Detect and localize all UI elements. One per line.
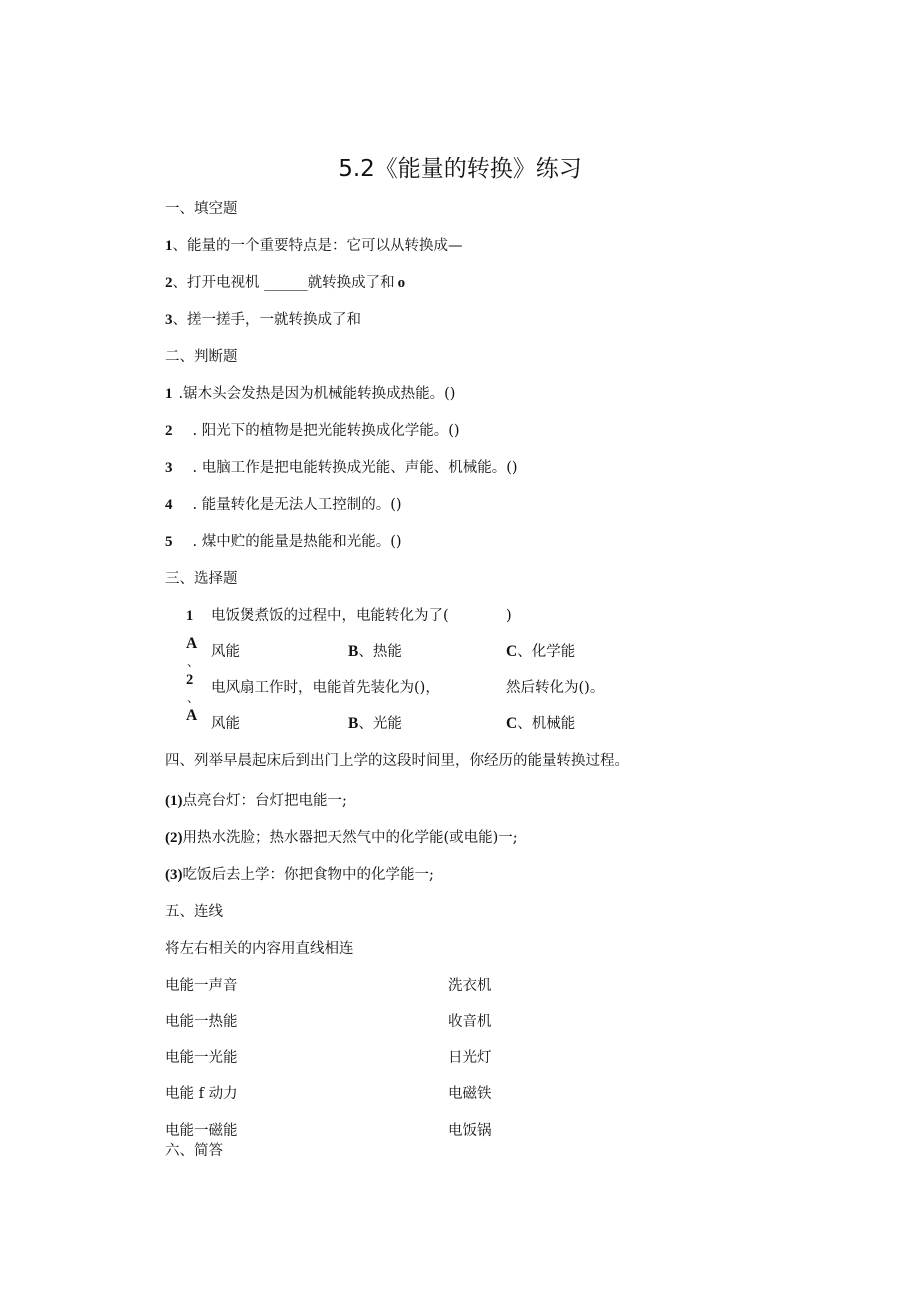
- q2-option-c-letter: C: [506, 715, 518, 732]
- matching-left-item: 电能一光能: [165, 1050, 238, 1066]
- item-text: 、能量的一个重要特点是：它可以从转换成—: [172, 238, 463, 254]
- item-text: 点亮台灯：台灯把电能一;: [182, 793, 347, 809]
- item-number: (3): [165, 867, 183, 883]
- item-number: 1: [165, 238, 173, 254]
- q1-option-a-text: 风能: [211, 644, 240, 660]
- item-number: (1): [165, 793, 183, 809]
- q1-option-c: [506, 642, 575, 662]
- matching-left-item: 电能一热能: [165, 1014, 238, 1030]
- item-number: 5: [165, 534, 173, 550]
- section-heading-energy-process: 四、列举早晨起床后到出门上学的这段时间里，你经历的能量转换过程。: [165, 753, 629, 769]
- item-number: 2: [165, 423, 173, 439]
- section-heading-true-false: 二、判断题: [165, 349, 238, 365]
- fill-blank-item-3: [165, 310, 361, 330]
- process-item-1: [165, 791, 347, 811]
- item-text: 吃饭后去上学：你把食物中的化学能一;: [182, 867, 434, 883]
- choice-q2-number: 2: [186, 672, 194, 688]
- q1-option-b-text: 、热能: [358, 644, 402, 660]
- q2-option-b: [348, 714, 402, 734]
- item-text: 用热水洗脸；热水器把天然气中的化学能(或电能)一;: [182, 830, 518, 846]
- section-heading-matching: 五、连线: [165, 904, 223, 920]
- q1-option-b: [348, 642, 402, 662]
- choice-q2-stem: 电风扇工作时，电能首先装化为()，: [211, 680, 440, 696]
- item-text: 、搓一搓手，一就转换成了和: [172, 312, 361, 328]
- section-heading-short-answer: 六、简答: [165, 1143, 223, 1159]
- q2-option-c: [506, 714, 575, 734]
- item-text: . 煤中贮的能量是热能和光能。(): [192, 534, 402, 550]
- item-number: 3: [165, 460, 173, 476]
- item-number: 3: [165, 312, 173, 328]
- true-false-item-1: [165, 384, 455, 404]
- comma-mark: 、: [187, 655, 200, 669]
- true-false-item-3: [165, 458, 518, 478]
- q2-option-b-text: 、光能: [358, 716, 402, 732]
- matching-left-item: 电能一声音: [165, 978, 238, 994]
- fill-blank-item-1: [165, 236, 463, 256]
- item-number: 4: [165, 497, 173, 513]
- q2-option-a-text: 风能: [211, 716, 240, 732]
- page-title: 5.2《能量的转换》练习: [338, 156, 582, 182]
- item-text: . 能量转化是无法人工控制的。(): [192, 497, 402, 513]
- q1-option-a-letter: A: [186, 635, 198, 652]
- matching-instruction: 将左右相关的内容用直线相连: [165, 941, 354, 957]
- item-text: . 电脑工作是把电能转换成光能、声能、机械能。(): [192, 460, 518, 476]
- choice-q2-stem-continued: 然后转化为()。: [506, 680, 605, 696]
- matching-right-item: 洗衣机: [448, 978, 492, 994]
- section-heading-fill-blank: 一、填空题: [165, 201, 238, 217]
- matching-left-item: 电能 f 动力: [165, 1086, 238, 1102]
- process-item-3: [165, 865, 434, 885]
- item-tail: o: [397, 275, 406, 291]
- q1-option-c-letter: C: [506, 643, 518, 660]
- choice-q1-close-paren: ): [506, 608, 512, 624]
- item-text: 、打开电视机 ______就转换成了和: [172, 275, 395, 291]
- process-item-2: [165, 828, 518, 848]
- item-text: . 阳光下的植物是把光能转换成化学能。(): [192, 423, 460, 439]
- item-text: .锯木头会发热是因为机械能转换成热能。(): [178, 386, 456, 402]
- matching-right-item: 电饭锅: [448, 1123, 492, 1139]
- q2-option-c-text: 、机械能: [517, 716, 576, 732]
- matching-right-item: 日光灯: [448, 1050, 492, 1066]
- comma-mark: 、: [187, 691, 200, 705]
- true-false-item-5: [165, 532, 402, 552]
- true-false-item-2: [165, 421, 460, 441]
- matching-right-item: 电磁铁: [448, 1086, 492, 1102]
- fill-blank-item-2: [165, 273, 405, 293]
- matching-right-item: 收音机: [448, 1014, 492, 1030]
- item-number: 2: [165, 275, 173, 291]
- choice-q1-number: 1: [186, 608, 194, 624]
- q1-option-c-text: 、化学能: [517, 644, 576, 660]
- q2-option-b-letter: B: [348, 715, 359, 732]
- q2-option-a-letter: A: [186, 707, 198, 724]
- item-number: (2): [165, 830, 183, 846]
- true-false-item-4: [165, 495, 402, 515]
- section-heading-multiple-choice: 三、选择题: [165, 571, 238, 587]
- q1-option-b-letter: B: [348, 643, 359, 660]
- matching-left-item: 电能一磁能: [165, 1123, 238, 1139]
- item-number: 1: [165, 386, 173, 402]
- choice-q1-stem: 电饭煲煮饭的过程中，电能转化为了(: [211, 608, 449, 624]
